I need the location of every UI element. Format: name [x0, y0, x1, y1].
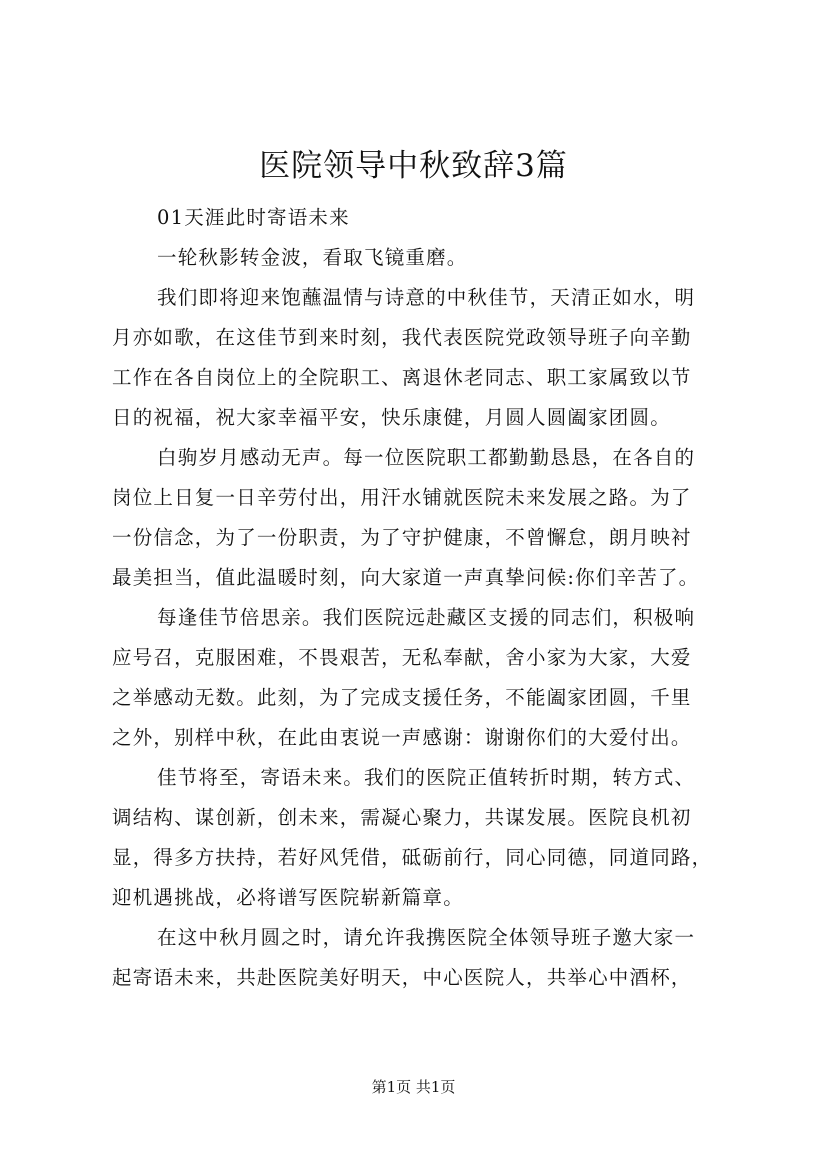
text-line: 佳节将至，寄语未来。我们的医院正值转折时期，转方式、: [157, 766, 696, 789]
text-line: 应号召，克服困难，不畏艰苦，无私奉献，舍小家为大家，大爱: [112, 646, 692, 669]
text-line: 一份信念，为了一份职责，为了守护健康，不曾懈怠，朗月映衬: [112, 526, 692, 549]
text-line: 显，得多方扶持，若好风凭借，砥砺前行，同心同德，同道同路，: [112, 846, 713, 869]
text-line: 我们即将迎来饱蘸温情与诗意的中秋佳节，天清正如水，明: [157, 286, 696, 309]
text-line: 最美担当，值此温暖时刻，向大家道一声真挚问候:你们辛苦了。: [112, 566, 700, 589]
text-line: 月亦如歌，在这佳节到来时刻，我代表医院党政领导班子向辛勤: [112, 326, 692, 349]
text-line: 白驹岁月感动无声。每一位医院职工都勤勤恳恳，在各自的: [157, 446, 696, 469]
text-line: 之举感动无数。此刻，为了完成支援任务，不能阖家团圆，千里: [112, 686, 692, 709]
page-footer: 第1页 共1页: [371, 1078, 456, 1096]
text-line: 起寄语未来，共赴医院美好明天，中心医院人，共举心中酒杯，: [112, 966, 692, 989]
text-line: 在这中秋月圆之时，请允许我携医院全体领导班子邀大家一: [157, 926, 696, 949]
text-line: 工作在各自岗位上的全院职工、离退休老同志、职工家属致以节: [112, 366, 692, 389]
text-line: 岗位上日复一日辛劳付出，用汗水铺就医院未来发展之路。为了: [112, 486, 692, 509]
text-line: 日的祝福，祝大家幸福平安，快乐康健，月圆人圆阖家团圆。: [112, 406, 671, 429]
document-title: 医院领导中秋致辞3篇: [259, 148, 568, 184]
text-line: 迎机遇挑战，必将谱写医院崭新篇章。: [112, 886, 464, 909]
document-body: [112, 198, 732, 998]
text-line: 一轮秋影转金波，看取飞镜重磨。: [157, 246, 468, 269]
text-line: 每逢佳节倍思亲。我们医院远赴藏区支援的同志们，积极响: [157, 606, 696, 629]
text-line: 之外，别样中秋，在此由衷说一声感谢：谢谢你们的大爱付出。: [112, 726, 692, 749]
text-line: 调结构、谋创新，创未来，需凝心聚力，共谋发展。医院良机初: [112, 806, 692, 829]
text-line: 01天涯此时寄语未来: [157, 206, 350, 229]
